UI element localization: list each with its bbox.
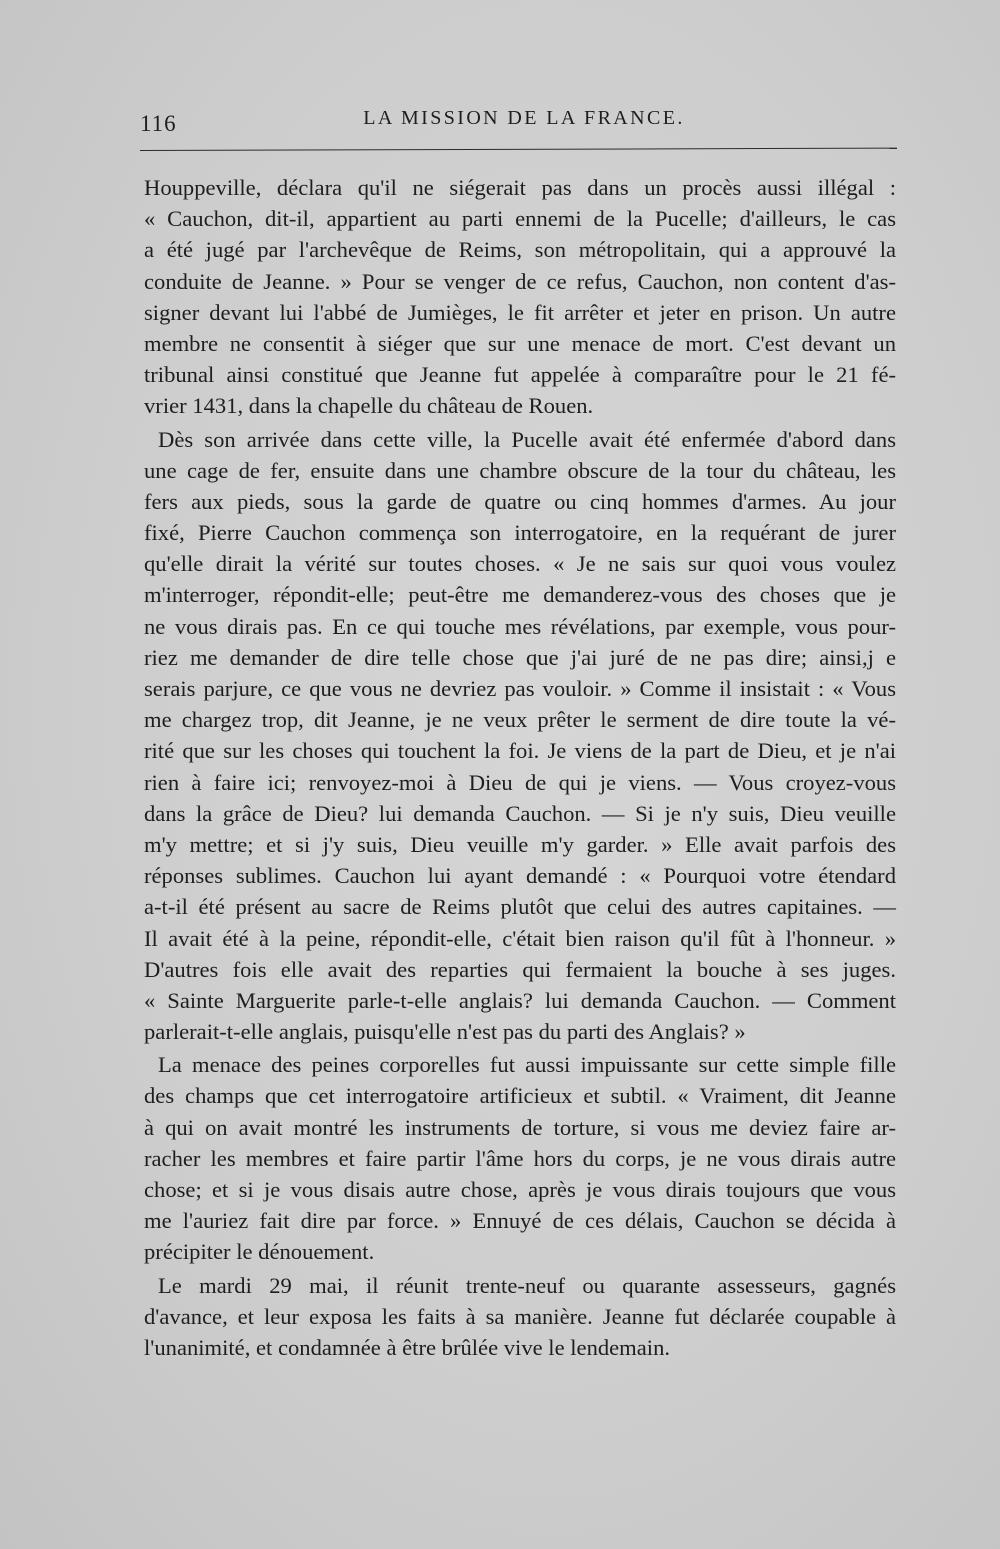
text-line: m'y mettre; et si j'y suis, Dieu veuille m'y garder. » Elle avait parfois des [144,831,896,857]
text-line: dans la grâce de Dieu? lui demanda Cauchon. — Si je n'y suis, Dieu veuille [144,800,896,826]
text-line: riez me demander de dire telle chose que j'ai juré de ne pas dire; ainsi,j e [144,644,896,670]
text-line: précipiter le dénouement. [144,1239,375,1265]
text-line: vrier 1431, dans la chapelle du château de Rouen. [144,393,594,419]
text-line: rien à faire ici; renvoyez-moi à Dieu de qui je viens. — Vous croyez-vous [144,769,896,795]
text-line: membre ne consentit à siéger que sur une menace de mort. C'est devant un [144,330,896,356]
paragraph [144,172,896,422]
text-line: a-t-il été présent au sacre de Reims plutôt que celui des autres capitaines. — [144,894,896,920]
text-line: racher les membres et faire partir l'âme hors du corps, je ne vous dirais autre [144,1145,896,1171]
text-line: D'autres fois elle avait des reparties qui fermaient la bouche à ses juges. [144,956,896,982]
text-line: « Cauchon, dit-il, appartient au parti ennemi de la Pucelle; d'ailleurs, le cas [144,206,896,232]
text-line: chose; et si je vous disais autre chose, après je vous dirais toujours que vous [144,1177,896,1202]
body-text [144,172,896,1363]
paragraph [144,1049,896,1267]
text-line: réponses sublimes. Cauchon lui ayant demandé : « Pourquoi votre étendard [144,863,896,889]
text-line: une cage de fer, ensuite dans une chambre obscure de la tour du château, les [144,457,896,483]
text-line: « Sainte Marguerite parle-t-elle anglais? lui demanda Cauchon. — Comment [144,987,896,1013]
text-line: rité que sur les choses qui touchent la foi. Je viens de la part de Dieu, et je n'ai [144,738,896,764]
text-line: La menace des peines corporelles fut aussi impuissante sur cette simple fille [158,1052,896,1078]
text-line: qu'elle dirait la vérité sur toutes choses. « Je ne sais sur quoi vous voulez [144,551,896,577]
text-line: signer devant lui l'abbé de Jumièges, le fit arrêter et jeter en prison. Un autre [144,299,896,325]
text-line: des champs que cet interrogatoire artificieux et subtil. « Vraiment, dit Jeanne [144,1083,896,1109]
page-number: 116 [140,111,177,136]
running-head [140,103,890,137]
text-line: Houppeville, déclara qu'il ne siégerait pas dans un procès aussi illégal : [144,175,896,200]
text-line: me l'auriez fait dire par force. » Ennuyé de ces délais, Cauchon se décida à [144,1208,896,1234]
text-line: a été jugé par l'archevêque de Reims, son métropolitain, qui a approuvé la [144,237,896,263]
text-line: fixé, Pierre Cauchon commença son interrogatoire, en la requérant de jurer [144,520,896,546]
paragraph [144,424,896,1048]
text-line: ne vous dirais pas. En ce qui touche mes révélations, par exemple, vous pour- [144,613,896,639]
text-line: à qui on avait montré les instruments de torture, si vous me deviez faire ar- [144,1114,896,1140]
text-line: tribunal ainsi constitué que Jeanne fut appelée à comparaître pour le 21 fé- [144,362,896,388]
text-line: conduite de Jeanne. » Pour se venger de ce refus, Cauchon, non content d'as- [144,268,896,294]
running-title: LA MISSION DE LA FRANCE. [363,107,685,129]
text-line: me chargez trop, dit Jeanne, je ne veux prêter le serment de dire toute la vé- [144,707,896,733]
text-line: Il avait été à la peine, répondit-elle, c'était bien raison qu'il fût à l'honneur. » [144,925,896,951]
text-line: l'unanimité, et condamnée à être brûlée vive le lendemain. [144,1334,671,1360]
paragraph [144,1270,896,1364]
text-line: Le mardi 29 mai, il réunit trente-neuf ou quarante assesseurs, gagnés [158,1272,896,1298]
text-line: Dès son arrivée dans cette ville, la Pucelle avait été enfermée d'abord dans [158,426,896,452]
text-line: parlerait-t-elle anglais, puisqu'elle n'est pas du parti des Anglais? » [144,1019,746,1045]
text-line: m'interroger, répondit-elle; peut-être me demanderez-vous des choses que je [144,582,896,608]
text-line: fers aux pieds, sous la garde de quatre ou cinq hommes d'armes. Au jour [144,488,896,514]
text-line: serais parjure, ce que vous ne devriez pas vouloir. » Comme il insistait : « Vous [144,676,896,701]
header-rule [140,148,897,151]
text-line: d'avance, et leur exposa les faits à sa manière. Jeanne fut déclarée coupable à [144,1303,896,1329]
